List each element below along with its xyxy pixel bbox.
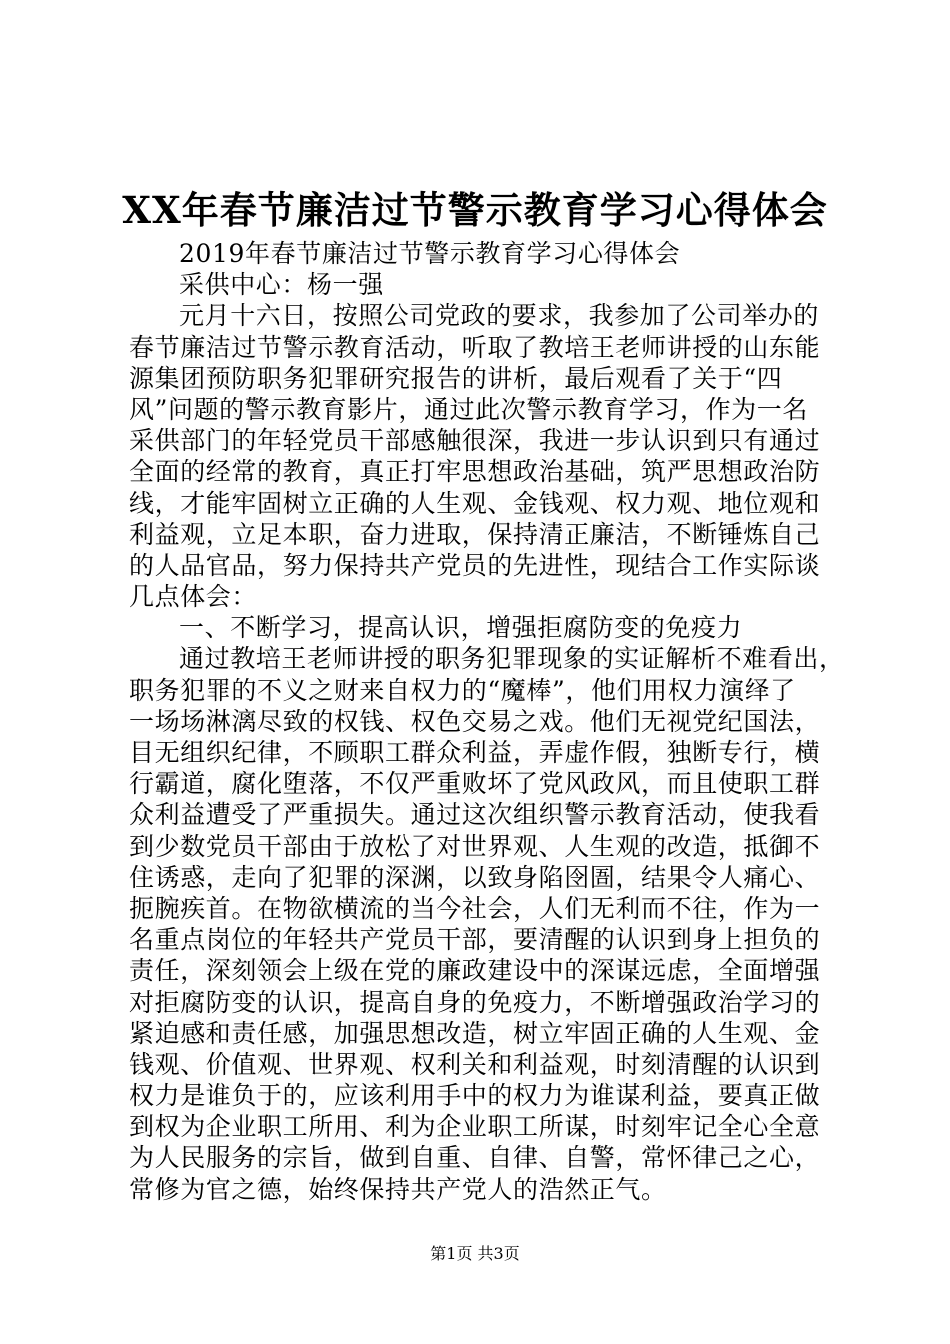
paragraph-line: 对拒腐防变的认识，提高自身的免疫力，不断增强政治学习的 [129, 987, 821, 1017]
paragraph-line: 责任，深刻领会上级在党的廉政建设中的深谋远虑，全面增强 [129, 956, 821, 986]
subtitle-line: 2019年春节廉洁过节警示教育学习心得体会 [179, 239, 681, 268]
document-body [129, 238, 845, 1205]
paragraph-line: 利益观，立足本职，奋力进取，保持清正廉洁，不断锤炼自己 [129, 519, 821, 549]
paragraph-line: 几点体会： [129, 582, 258, 612]
paragraph-line: 源集团预防职务犯罪研究报告的讲析，最后观看了关于“四 [129, 363, 783, 393]
paragraph-line: 为人民服务的宗旨，做到自重、自律、自警，常怀律己之心， [129, 1143, 821, 1173]
paragraph-line: 众利益遭受了严重损失。通过这次组织警示教育活动，使我看 [129, 800, 821, 830]
paragraph-line: 住诱惑，走向了犯罪的深渊，以致身陷囹圄，结果令人痛心、 [129, 862, 821, 892]
paragraph-line: 权力是谁负于的，应该利用手中的权力为谁谋利益，要真正做 [129, 1081, 821, 1111]
author-line: 采供中心：杨一强 [179, 270, 384, 300]
paragraph-line: 采供部门的年轻党员干部感触很深，我进一步认识到只有通过 [129, 426, 821, 456]
paragraph-line: 行霸道，腐化堕落，不仅严重败坏了党风政风，而且使职工群 [129, 769, 821, 799]
paragraph-line: 元月十六日，按照公司党政的要求，我参加了公司举办的 [179, 301, 820, 331]
paragraph-line: 紧迫感和责任感，加强思想改造，树立牢固正确的人生观、金 [129, 1018, 821, 1048]
section-heading: 一、不断学习，提高认识，增强拒腐防变的免疫力 [179, 613, 743, 643]
paragraph-line: 职务犯罪的不义之财来自权力的“魔棒”，他们用权力演绎了 [129, 675, 796, 705]
paragraph-line: 扼腕疾首。在物欲横流的当今社会，人们无利而不往，作为一 [129, 893, 821, 923]
paragraph-line: 钱观、价值观、世界观、权利关和利益观，时刻清醒的认识到 [129, 1049, 821, 1079]
paragraph-line: 风”问题的警示教育影片，通过此次警示教育学习，作为一名 [129, 394, 808, 424]
paragraph-line: 全面的经常的教育，真正打牢思想政治基础，筑严思想政治防 [129, 457, 821, 487]
paragraph-line: 常修为官之德，始终保持共产党人的浩然正气。 [129, 1174, 667, 1204]
paragraph-line: 线，才能牢固树立正确的人生观、金钱观、权力观、地位观和 [129, 488, 821, 518]
paragraph-line: 一场场淋漓尽致的权钱、权色交易之戏。他们无视党纪国法， [129, 706, 821, 736]
page-number-footer: 第1页 共3页 [430, 1244, 520, 1263]
paragraph-line: 到权为企业职工所用、利为企业职工所谋，时刻牢记全心全意 [129, 1112, 821, 1142]
paragraph-line: 到少数党员干部由于放松了对世界观、人生观的改造，抵御不 [129, 831, 821, 861]
paragraph-line: 目无组织纪律，不顾职工群众利益，弄虚作假，独断专行，横 [129, 738, 821, 767]
paragraph-line: 的人品官品，努力保持共产党员的先进性，现结合工作实际谈 [129, 550, 821, 580]
paragraph-line: 名重点岗位的年轻共产党员干部，要清醒的认识到身上担负的 [129, 925, 821, 955]
paragraph-line: 通过教培王老师讲授的职务犯罪现象的实证解析不难看出， [179, 644, 845, 674]
paragraph-line: 春节廉洁过节警示教育活动，听取了教培王老师讲授的山东能 [129, 332, 821, 362]
document-title: XX年春节廉洁过节警示教育学习心得体会 [122, 188, 828, 232]
